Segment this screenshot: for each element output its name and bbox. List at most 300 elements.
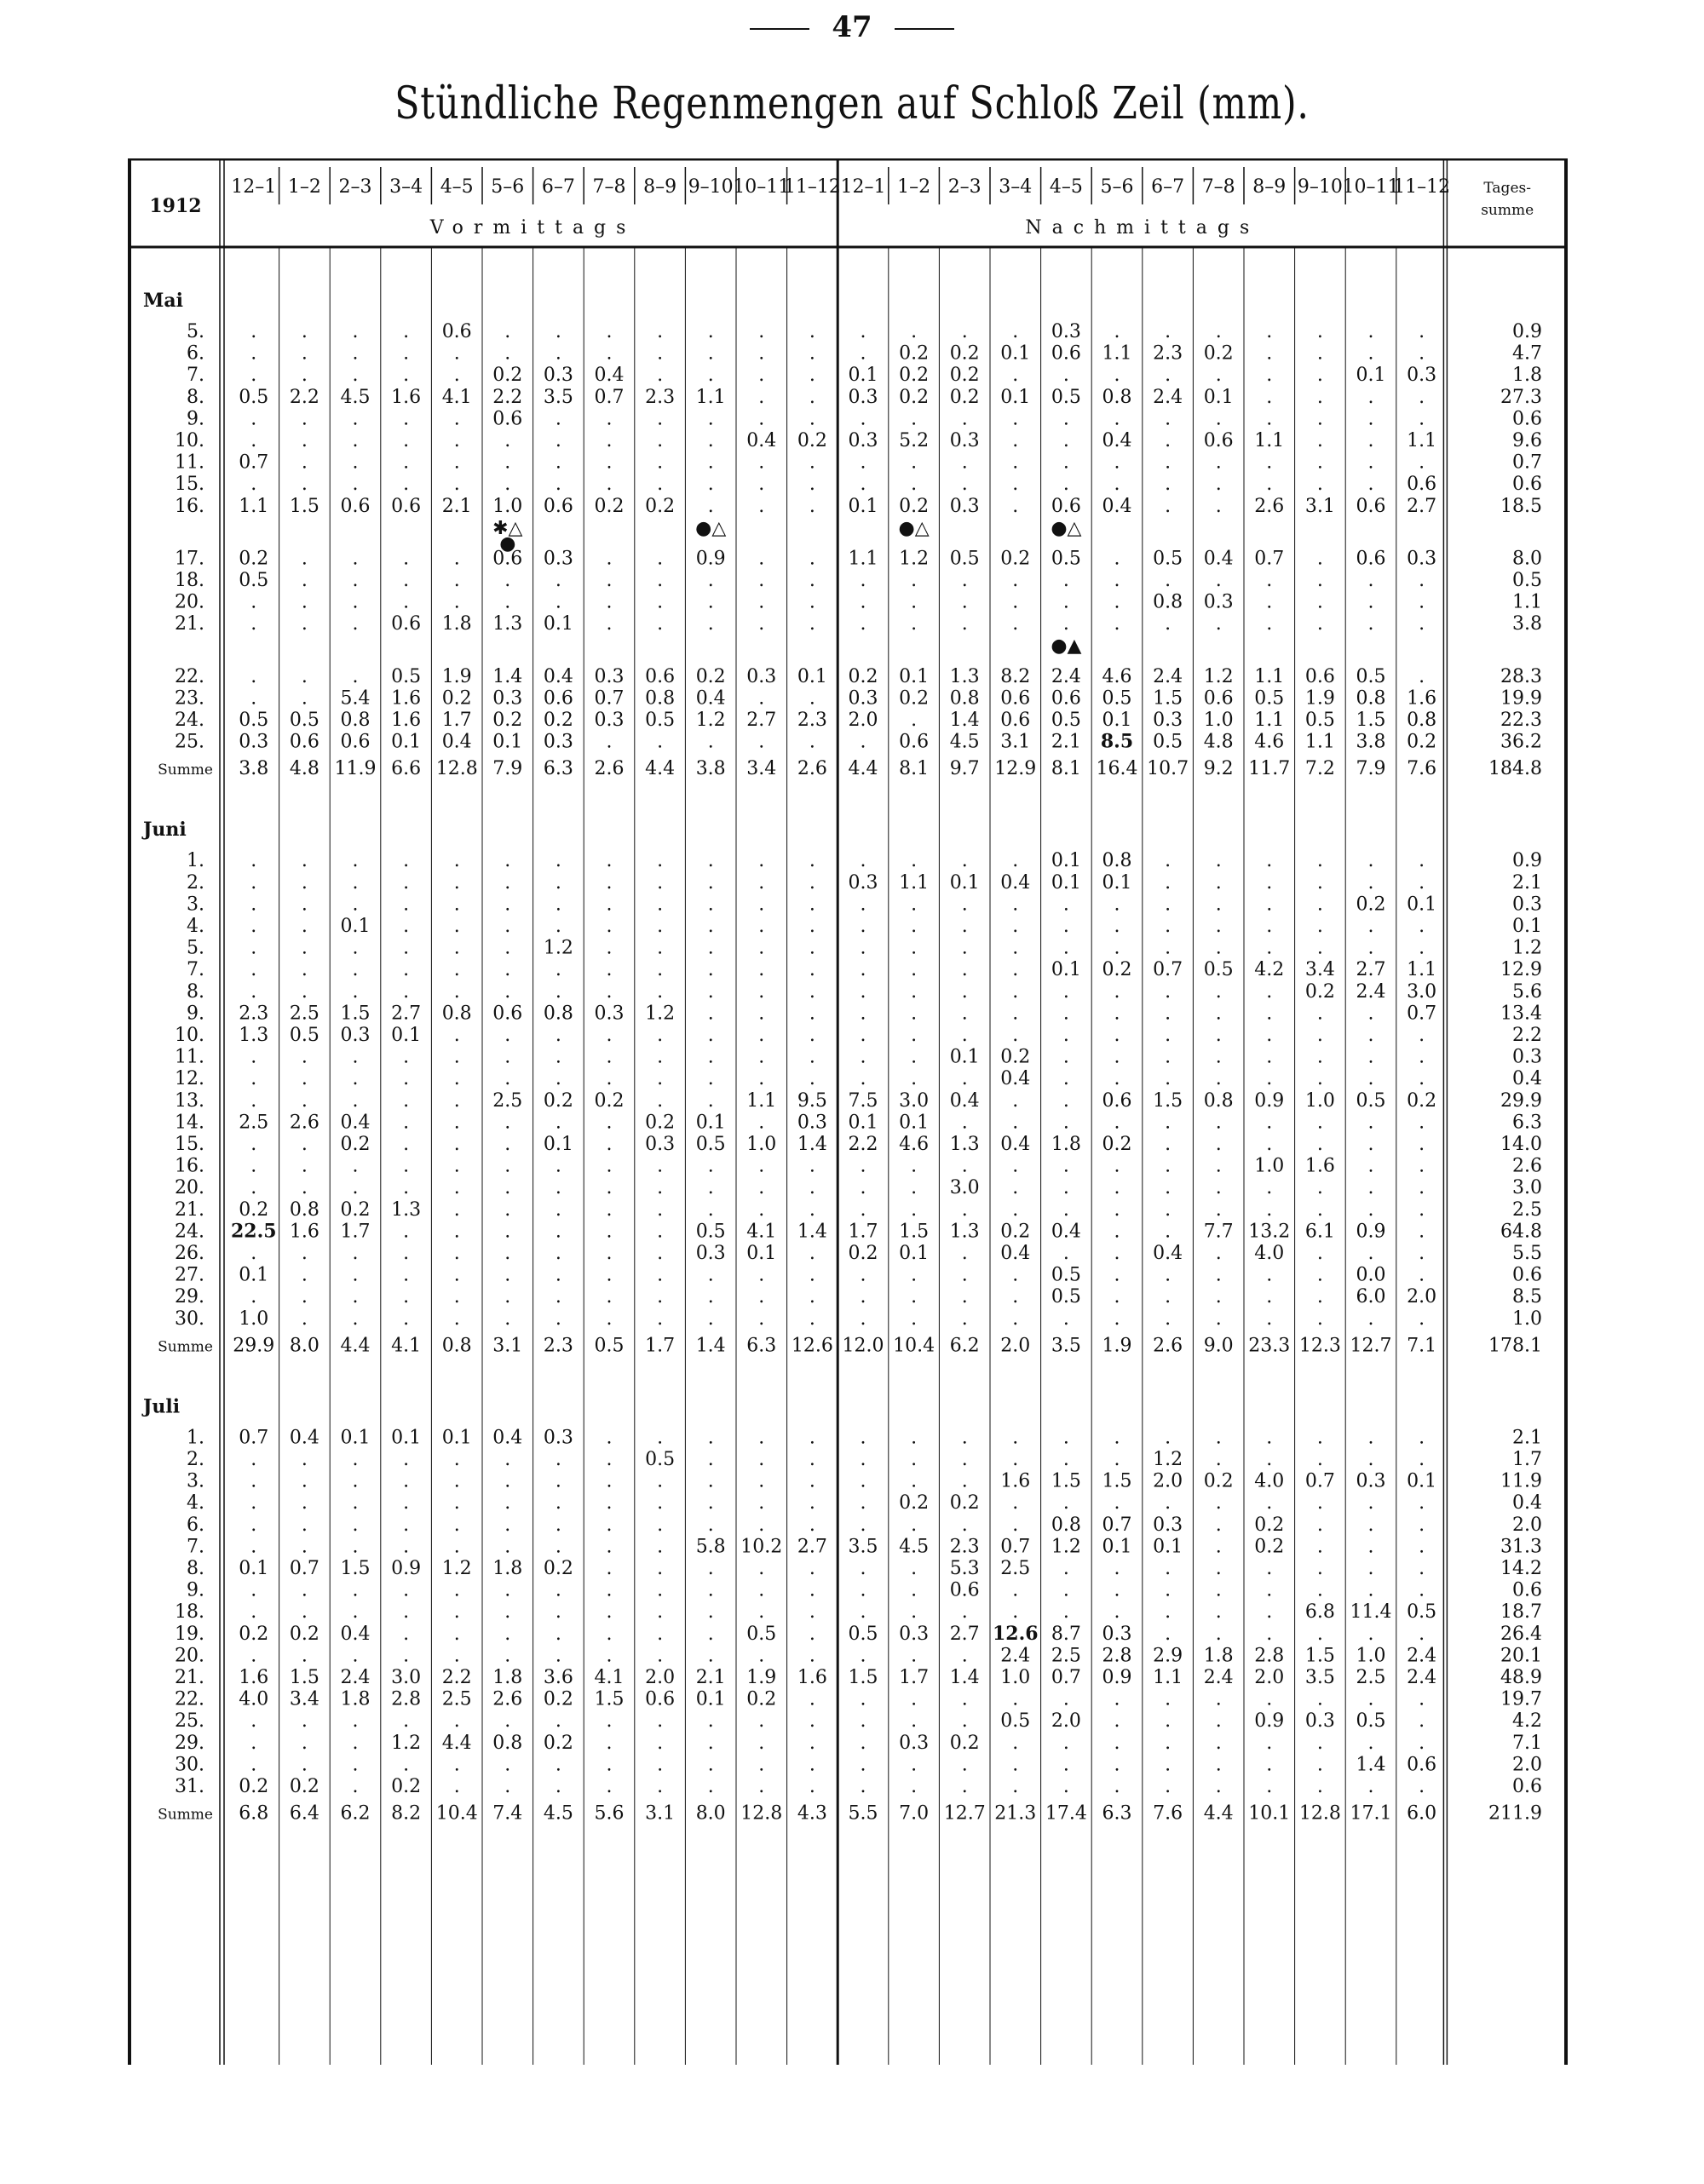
hourly-value: . <box>301 916 308 937</box>
hourly-value: 0.2 <box>239 1198 269 1221</box>
hourly-value: . <box>1114 1198 1120 1221</box>
hourly-value: . <box>860 1003 866 1025</box>
hourly-value: . <box>250 687 257 710</box>
header-pm-hour: 8–9 <box>1252 176 1287 198</box>
hourly-value: 1.4 <box>797 1221 827 1243</box>
hourly-value: . <box>1367 613 1374 635</box>
hourly-value: 1.2 <box>441 1558 472 1579</box>
hourly-value: . <box>403 916 410 937</box>
hourly-value: . <box>1215 1243 1222 1264</box>
hourly-value: . <box>707 1003 714 1025</box>
hourly-value: . <box>911 1025 918 1046</box>
day-label: 1. <box>187 850 204 872</box>
hourly-value: . <box>1316 342 1323 365</box>
sum-value: 6.2 <box>340 1802 371 1825</box>
hourly-value: . <box>301 871 308 894</box>
hourly-value: 1.8 <box>492 1667 523 1688</box>
hourly-value: . <box>961 1198 968 1221</box>
hourly-value: . <box>403 1536 410 1558</box>
hourly-value: . <box>555 1221 561 1243</box>
hourly-value: . <box>1316 1427 1323 1449</box>
hourly-value: . <box>961 1003 968 1025</box>
hourly-value: . <box>707 850 714 872</box>
hourly-value: . <box>1062 1177 1069 1199</box>
hourly-value: . <box>707 451 714 474</box>
hourly-value: . <box>1419 1112 1425 1134</box>
hourly-value: . <box>961 408 968 430</box>
hourly-value: . <box>453 1068 460 1090</box>
hourly-value: 0.2 <box>492 365 523 387</box>
hourly-value: . <box>606 570 613 591</box>
hourly-value: . <box>1114 1427 1120 1449</box>
hourly-value: . <box>1419 665 1425 687</box>
hourly-value: . <box>352 1514 359 1536</box>
hourly-value: . <box>657 1264 664 1286</box>
hourly-value: . <box>1266 1003 1273 1025</box>
hourly-value: . <box>1266 1492 1273 1514</box>
hourly-value: . <box>301 665 308 687</box>
hourly-value: . <box>1165 1601 1172 1624</box>
header-am-hour: 2–3 <box>338 176 372 198</box>
hourly-value: . <box>352 1264 359 1286</box>
hourly-value: . <box>1266 1754 1273 1776</box>
hourly-value: . <box>250 959 257 981</box>
daily-total: 0.6 <box>1512 1579 1542 1601</box>
day-label: 2. <box>187 1449 204 1470</box>
hourly-value: . <box>1316 321 1323 342</box>
hourly-value: . <box>707 1198 714 1221</box>
hourly-value: . <box>1215 1449 1222 1470</box>
hourly-value: . <box>504 1155 511 1177</box>
day-label: 18. <box>175 1601 204 1624</box>
hourly-value: 3.5 <box>1304 1667 1335 1688</box>
hourly-value: 0.5 <box>1051 386 1081 408</box>
hourly-value: . <box>250 1732 257 1754</box>
hourly-value: . <box>301 1134 308 1155</box>
header-pm-hour: 11–12 <box>1393 176 1451 198</box>
hourly-value: 0.2 <box>899 342 930 365</box>
hourly-value: . <box>911 1645 918 1667</box>
hourly-value: . <box>453 570 460 591</box>
daily-total: 0.5 <box>1512 570 1542 591</box>
hourly-value: . <box>453 1134 460 1155</box>
hourly-value: 2.5 <box>1356 1667 1386 1688</box>
hourly-value: 2.4 <box>1407 1645 1437 1667</box>
hourly-value: . <box>1316 1623 1323 1645</box>
hourly-value: . <box>657 430 664 451</box>
hourly-value: . <box>809 1623 815 1645</box>
hourly-value: . <box>1062 1492 1069 1514</box>
day-label: 7. <box>187 959 204 981</box>
daily-total: 0.9 <box>1512 321 1542 342</box>
hourly-value: 1.6 <box>289 1221 320 1243</box>
hourly-value: . <box>1367 451 1374 474</box>
hourly-value: 0.8 <box>1407 710 1437 731</box>
hourly-value: . <box>555 451 561 474</box>
day-label: 16. <box>175 495 204 517</box>
hourly-value: 1.1 <box>848 548 878 570</box>
total-label: summe <box>1481 202 1534 219</box>
hourly-value: . <box>758 613 765 635</box>
hourly-value: 0.6 <box>1407 1754 1437 1776</box>
hourly-value: . <box>809 548 815 570</box>
header-pm-hour: 12–1 <box>840 176 886 198</box>
year-label: 1912 <box>149 195 202 217</box>
hourly-value: . <box>1367 1449 1374 1470</box>
header-am-hour: 1–2 <box>287 176 321 198</box>
hourly-value: . <box>1062 937 1069 959</box>
hourly-value: . <box>1012 408 1019 430</box>
hourly-value: . <box>1165 613 1172 635</box>
hourly-value: . <box>911 959 918 981</box>
hourly-value: . <box>809 959 815 981</box>
hourly-value: . <box>1165 1688 1172 1710</box>
hourly-value: . <box>1419 1776 1425 1797</box>
sum-value: 0.8 <box>441 1335 472 1357</box>
hourly-value: . <box>657 959 664 981</box>
hourly-value: 0.5 <box>746 1623 777 1645</box>
hourly-value: . <box>606 1470 613 1492</box>
hourly-value: . <box>961 474 968 496</box>
hourly-value: 0.9 <box>695 548 726 570</box>
hourly-value: . <box>606 1601 613 1624</box>
hourly-value: . <box>1316 937 1323 959</box>
day-label: 8. <box>187 980 204 1003</box>
hourly-value: 0.3 <box>1356 1470 1386 1492</box>
hourly-value: . <box>453 1198 460 1221</box>
hourly-value: . <box>809 1449 815 1470</box>
hourly-value: . <box>758 1264 765 1286</box>
hourly-value: . <box>1367 430 1374 451</box>
hourly-value: . <box>657 871 664 894</box>
daily-total: 0.4 <box>1512 1068 1542 1090</box>
hourly-value: . <box>403 1177 410 1199</box>
hourly-value: . <box>860 916 866 937</box>
hourly-value: 2.4 <box>1356 980 1386 1003</box>
hourly-value: 0.3 <box>239 731 269 753</box>
hourly-value: . <box>809 613 815 635</box>
day-label: 29. <box>175 1286 204 1308</box>
daily-total: 48.9 <box>1500 1667 1542 1688</box>
sum-value: 3.1 <box>645 1802 676 1825</box>
hourly-value: . <box>453 1025 460 1046</box>
hourly-value: . <box>453 980 460 1003</box>
hourly-value: . <box>403 1112 410 1134</box>
hourly-value: . <box>1367 1492 1374 1514</box>
hourly-value: 2.9 <box>1153 1645 1183 1667</box>
hourly-value: . <box>453 1449 460 1470</box>
hourly-value: . <box>1062 1243 1069 1264</box>
hourly-value: . <box>1215 451 1222 474</box>
hourly-value: . <box>961 1308 968 1330</box>
page-title: Stündliche Regenmengen auf Schloß Zeil (mm). <box>394 78 1310 129</box>
hourly-value: 0.3 <box>797 1112 827 1134</box>
day-label: 30. <box>175 1754 204 1776</box>
hourly-value: . <box>1215 1198 1222 1221</box>
sum-value: 8.0 <box>695 1802 726 1825</box>
hourly-value: . <box>1165 850 1172 872</box>
hourly-value: . <box>1215 474 1222 496</box>
hourly-value: 0.2 <box>543 710 573 731</box>
hourly-value: 0.1 <box>695 1688 726 1710</box>
hourly-value: 0.5 <box>1051 548 1081 570</box>
hourly-value: . <box>758 495 765 517</box>
hourly-value: . <box>1367 1688 1374 1710</box>
hourly-value: . <box>1316 1536 1323 1558</box>
hourly-value: . <box>809 1601 815 1624</box>
daily-total: 0.3 <box>1512 894 1542 916</box>
hourly-value: 1.3 <box>239 1025 269 1046</box>
daily-total: 1.2 <box>1512 937 1542 959</box>
hourly-value: . <box>1114 1688 1120 1710</box>
day-label: 20. <box>175 1177 204 1199</box>
hourly-value: 1.6 <box>1000 1470 1031 1492</box>
hourly-value: . <box>1419 321 1425 342</box>
sum-value: 4.4 <box>848 758 878 780</box>
hourly-value: 0.8 <box>492 1732 523 1754</box>
hourly-value: . <box>1215 1623 1222 1645</box>
hourly-value: 0.3 <box>848 871 878 894</box>
daily-total: 0.6 <box>1512 1776 1542 1797</box>
hourly-value: . <box>911 1003 918 1025</box>
hourly-value: . <box>301 980 308 1003</box>
hourly-value: 0.5 <box>1102 687 1132 710</box>
hourly-value: . <box>657 1025 664 1046</box>
hourly-value: . <box>1215 871 1222 894</box>
hourly-value: . <box>961 1427 968 1449</box>
hourly-value: . <box>1266 1558 1273 1579</box>
hourly-value: 0.6 <box>1356 495 1386 517</box>
sum-value: 4.4 <box>645 758 676 780</box>
hourly-value: . <box>453 408 460 430</box>
hourly-value: . <box>1215 365 1222 387</box>
sum-value: 11.9 <box>334 758 377 780</box>
hourly-value: 1.5 <box>289 495 320 517</box>
hourly-value: . <box>1316 1688 1323 1710</box>
hourly-value: . <box>504 1243 511 1264</box>
hourly-value: 8.7 <box>1051 1623 1081 1645</box>
hourly-value: . <box>1114 1112 1120 1134</box>
hourly-value: . <box>403 1492 410 1514</box>
hourly-value: 2.8 <box>1254 1645 1285 1667</box>
hourly-value: 0.5 <box>391 665 422 687</box>
hourly-value: 4.5 <box>899 1536 930 1558</box>
hourly-value: . <box>1367 1025 1374 1046</box>
hourly-value: . <box>961 1710 968 1733</box>
day-label: 8. <box>187 386 204 408</box>
hourly-value: . <box>1165 1264 1172 1286</box>
hourly-value: 1.2 <box>1153 1449 1183 1470</box>
hourly-value: . <box>606 894 613 916</box>
header-pm-hour: 3–4 <box>999 176 1033 198</box>
hourly-value: 0.4 <box>1203 548 1234 570</box>
hourly-value: . <box>1316 1198 1323 1221</box>
hourly-value: 0.2 <box>1203 342 1234 365</box>
hourly-value: . <box>453 1470 460 1492</box>
header-am-hour: 12–1 <box>231 176 277 198</box>
hourly-value: . <box>403 1089 410 1112</box>
hourly-value: . <box>1012 1427 1019 1449</box>
hourly-value: . <box>707 321 714 342</box>
hourly-value: . <box>1114 1492 1120 1514</box>
day-label: 14. <box>175 1112 204 1134</box>
day-label: 15. <box>175 1134 204 1155</box>
hourly-value: . <box>606 959 613 981</box>
hourly-value: . <box>250 1046 257 1068</box>
hourly-value: . <box>1012 959 1019 981</box>
hourly-value: . <box>1316 1579 1323 1601</box>
hourly-value: . <box>657 850 664 872</box>
hourly-value: . <box>453 1754 460 1776</box>
hourly-value: . <box>1266 570 1273 591</box>
daily-total: 5.5 <box>1512 1243 1542 1264</box>
hourly-value: . <box>758 850 765 872</box>
hourly-value: . <box>606 1732 613 1754</box>
hourly-value: . <box>1165 1025 1172 1046</box>
hourly-value: . <box>707 613 714 635</box>
hourly-value: 0.3 <box>746 665 777 687</box>
hourly-value: 1.5 <box>594 1688 625 1710</box>
hourly-value: 1.6 <box>391 386 422 408</box>
hourly-value: . <box>352 451 359 474</box>
hourly-value: . <box>758 1155 765 1177</box>
hourly-value: . <box>352 937 359 959</box>
day-label: 6. <box>187 342 204 365</box>
hourly-value: . <box>606 1427 613 1449</box>
hourly-value: . <box>758 894 765 916</box>
hourly-value: . <box>352 1449 359 1470</box>
hourly-value: . <box>657 1754 664 1776</box>
hourly-value: . <box>301 1243 308 1264</box>
hourly-value: 1.2 <box>391 1732 422 1754</box>
hourly-value: 4.5 <box>949 731 980 753</box>
hourly-value: . <box>1316 1264 1323 1286</box>
hourly-value: 0.3 <box>1153 710 1183 731</box>
hourly-value: . <box>301 342 308 365</box>
hourly-value: . <box>1114 1710 1120 1733</box>
hourly-value: . <box>453 342 460 365</box>
daily-total: 19.7 <box>1500 1688 1542 1710</box>
hourly-value: 6.1 <box>1304 1221 1335 1243</box>
hourly-value: . <box>860 1470 866 1492</box>
hourly-value: 2.0 <box>1254 1667 1285 1688</box>
hourly-value: 0.6 <box>1051 495 1081 517</box>
sum-total: 178.1 <box>1488 1335 1542 1357</box>
hourly-value: 1.6 <box>391 710 422 731</box>
hourly-value: . <box>1316 1025 1323 1046</box>
hourly-value: . <box>1012 430 1019 451</box>
hourly-value: 0.2 <box>1304 980 1335 1003</box>
hourly-value: . <box>758 548 765 570</box>
hourly-value: . <box>1266 1198 1273 1221</box>
hourly-value: . <box>1367 1243 1374 1264</box>
daily-total: 11.9 <box>1500 1470 1542 1492</box>
hourly-value: . <box>860 1776 866 1797</box>
hourly-value: . <box>961 613 968 635</box>
hourly-value: . <box>1419 1427 1425 1449</box>
hourly-value: . <box>657 1514 664 1536</box>
sum-value: 1.9 <box>1102 1335 1132 1357</box>
day-label: 30. <box>175 1308 204 1330</box>
hourly-value: . <box>961 321 968 342</box>
hourly-value: . <box>606 1558 613 1579</box>
hourly-value: . <box>809 1470 815 1492</box>
hourly-value: 4.6 <box>1102 665 1132 687</box>
hourly-value: . <box>403 1243 410 1264</box>
daily-total: 0.6 <box>1512 1264 1542 1286</box>
hourly-value: . <box>707 916 714 937</box>
hourly-value: 3.0 <box>391 1667 422 1688</box>
hourly-value: . <box>860 1286 866 1308</box>
hourly-value: 1.5 <box>899 1221 930 1243</box>
hourly-value: . <box>1215 1264 1222 1286</box>
hourly-value: 0.6 <box>1051 687 1081 710</box>
hourly-value: 0.5 <box>949 548 980 570</box>
hourly-value: . <box>453 1601 460 1624</box>
hourly-value: . <box>1114 591 1120 613</box>
hourly-value: . <box>504 1046 511 1068</box>
hourly-value: . <box>555 850 561 872</box>
hourly-value: . <box>1316 1492 1323 1514</box>
hourly-value: 5.2 <box>899 430 930 451</box>
hourly-value: 0.6 <box>340 731 371 753</box>
hourly-value: . <box>1215 1536 1222 1558</box>
daily-total: 18.7 <box>1500 1601 1542 1624</box>
sum-value: 4.5 <box>543 1802 573 1825</box>
hourly-value: . <box>250 1470 257 1492</box>
hourly-value: . <box>403 1068 410 1090</box>
hourly-value: . <box>1062 1198 1069 1221</box>
sum-value: 21.3 <box>994 1802 1037 1825</box>
hourly-value: 2.0 <box>1407 1286 1437 1308</box>
hourly-value: . <box>1367 850 1374 872</box>
hourly-value: . <box>961 1645 968 1667</box>
hourly-value: . <box>250 1243 257 1264</box>
hourly-value: . <box>1114 365 1120 387</box>
hourly-value: . <box>961 937 968 959</box>
day-label: 4. <box>187 1492 204 1514</box>
hourly-value: . <box>1266 1688 1273 1710</box>
hourly-value: . <box>1316 386 1323 408</box>
hourly-value: . <box>606 321 613 342</box>
hourly-value: . <box>1062 1579 1069 1601</box>
hourly-value: . <box>657 1536 664 1558</box>
hourly-value: . <box>250 1579 257 1601</box>
hourly-value: . <box>860 1264 866 1286</box>
rain-graupel-symbol: ●▲ <box>1051 635 1082 658</box>
hourly-value: . <box>961 1514 968 1536</box>
hourly-value: . <box>1316 613 1323 635</box>
hourly-value: . <box>352 871 359 894</box>
hourly-value: 0.1 <box>239 1558 269 1579</box>
hourly-value: . <box>758 1025 765 1046</box>
hourly-value: . <box>1165 1155 1172 1177</box>
hourly-value: . <box>860 1732 866 1754</box>
hourly-value: 0.2 <box>594 1089 625 1112</box>
hourly-value: . <box>657 1068 664 1090</box>
hourly-value: . <box>1062 570 1069 591</box>
day-label: 21. <box>175 613 204 635</box>
hourly-value: . <box>860 980 866 1003</box>
hourly-value: . <box>1062 474 1069 496</box>
hourly-value: . <box>1165 1003 1172 1025</box>
hourly-value: 0.2 <box>289 1776 320 1797</box>
sum-value: 6.3 <box>1102 1802 1132 1825</box>
hourly-value: 0.6 <box>1356 548 1386 570</box>
hourly-value: 0.6 <box>645 665 676 687</box>
hourly-value: . <box>1316 850 1323 872</box>
hourly-value: . <box>504 1536 511 1558</box>
